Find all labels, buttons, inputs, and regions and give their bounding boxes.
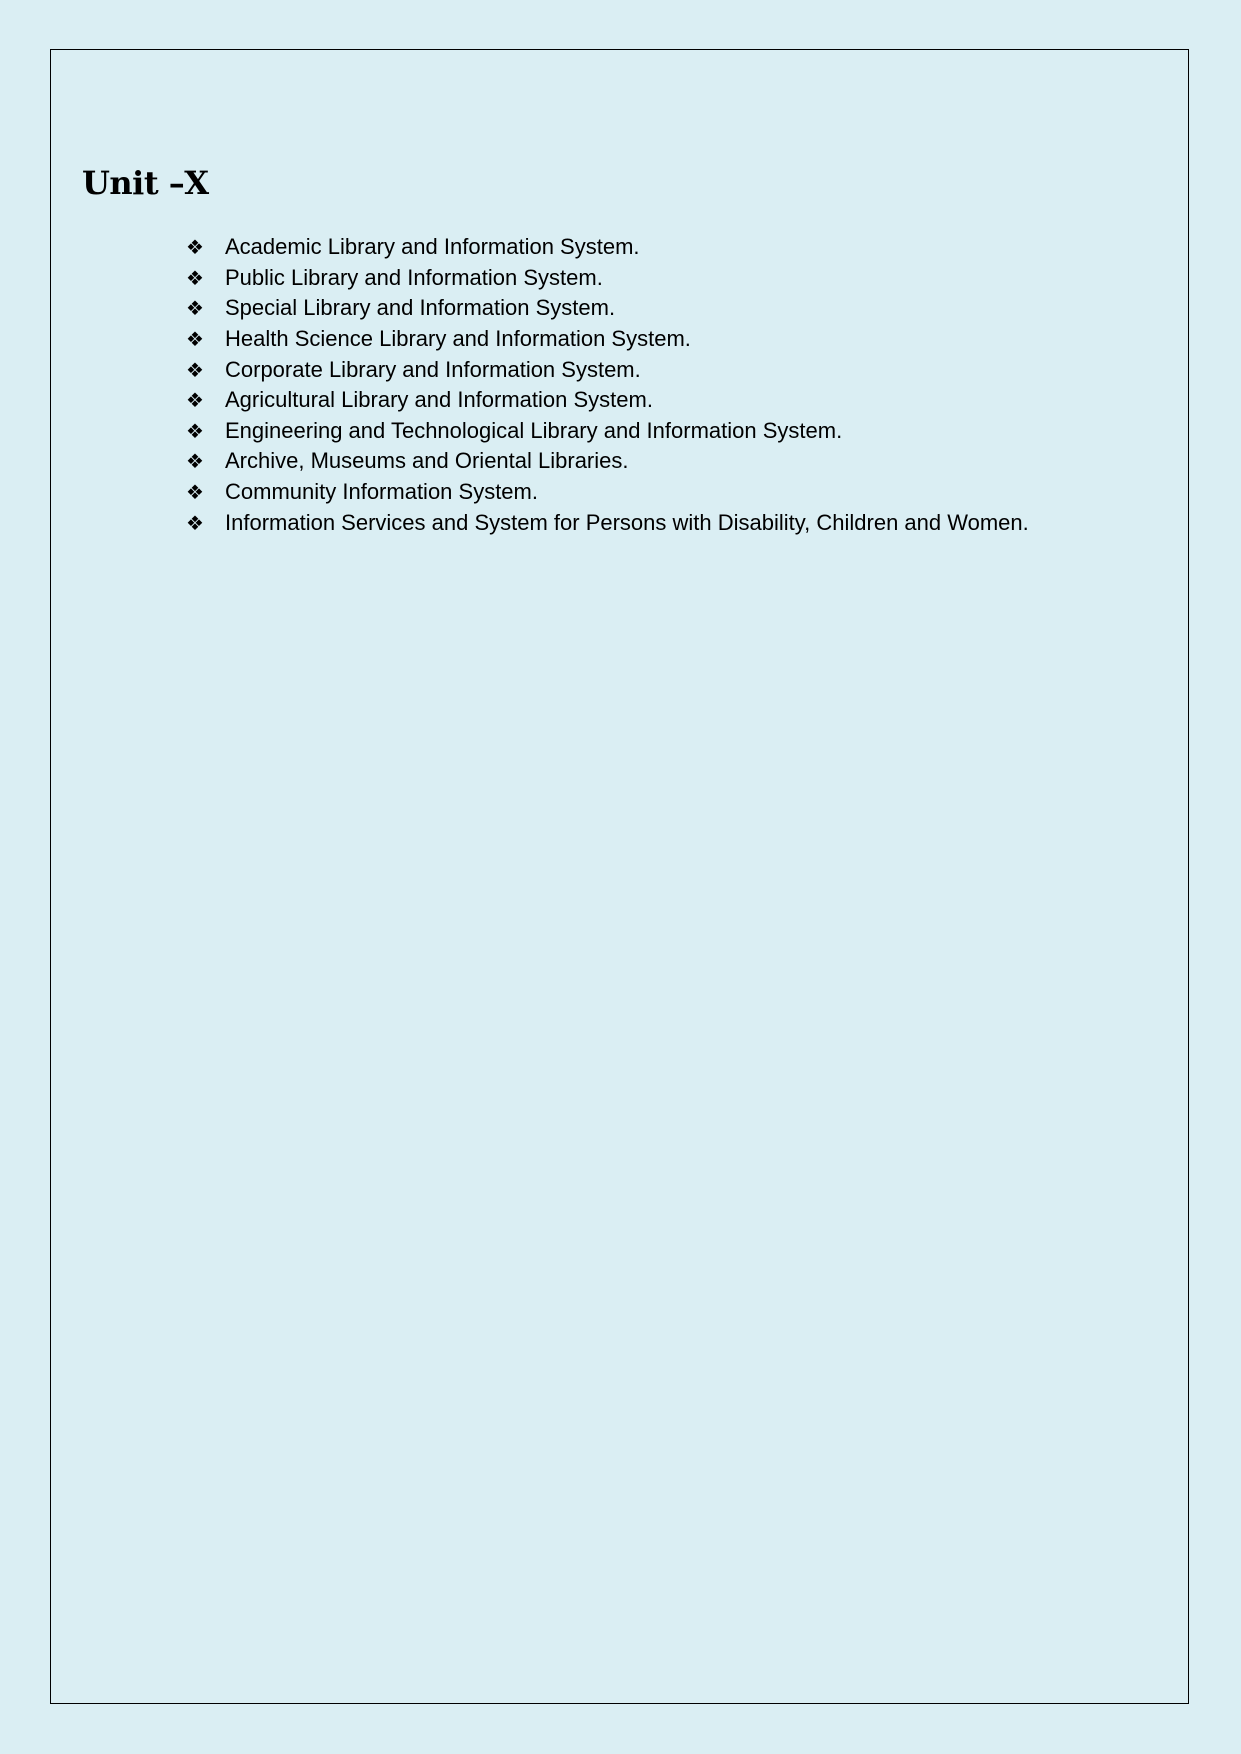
diamond-bullet-icon: ❖ bbox=[186, 296, 204, 321]
list-item bbox=[186, 324, 1029, 355]
diamond-bullet-icon: ❖ bbox=[186, 235, 204, 260]
list-item bbox=[186, 385, 1029, 416]
topic-text: Special Library and Information System. bbox=[225, 295, 616, 321]
unit-heading: Unit –X bbox=[82, 164, 209, 202]
diamond-bullet-icon: ❖ bbox=[186, 510, 204, 535]
list-item bbox=[186, 477, 1029, 508]
list-item bbox=[186, 263, 1029, 294]
topic-text: Health Science Library and Information System. bbox=[225, 326, 691, 352]
list-item bbox=[186, 354, 1029, 385]
topic-text: Academic Library and Information System. bbox=[225, 234, 640, 260]
topic-text: Corporate Library and Information System. bbox=[225, 356, 641, 382]
list-item bbox=[186, 232, 1029, 263]
topic-list bbox=[186, 232, 1029, 538]
diamond-bullet-icon: ❖ bbox=[186, 449, 204, 474]
topic-text: Agricultural Library and Information System. bbox=[225, 387, 653, 413]
diamond-bullet-icon: ❖ bbox=[186, 357, 204, 382]
topic-text: Archive, Museums and Oriental Libraries. bbox=[225, 448, 629, 474]
diamond-bullet-icon: ❖ bbox=[186, 480, 204, 505]
diamond-bullet-icon: ❖ bbox=[186, 418, 204, 443]
diamond-bullet-icon: ❖ bbox=[186, 327, 204, 352]
diamond-bullet-icon: ❖ bbox=[186, 388, 204, 413]
list-item bbox=[186, 507, 1029, 538]
list-item bbox=[186, 446, 1029, 477]
diamond-bullet-icon: ❖ bbox=[186, 265, 204, 290]
list-item bbox=[186, 293, 1029, 324]
list-item bbox=[186, 416, 1029, 447]
topic-text: Public Library and Information System. bbox=[225, 264, 603, 290]
topic-text: Information Services and System for Persons with Disability, Children and Women. bbox=[225, 509, 1029, 535]
topic-text: Community Information System. bbox=[225, 479, 538, 505]
topic-text: Engineering and Technological Library and Information System. bbox=[225, 417, 843, 443]
